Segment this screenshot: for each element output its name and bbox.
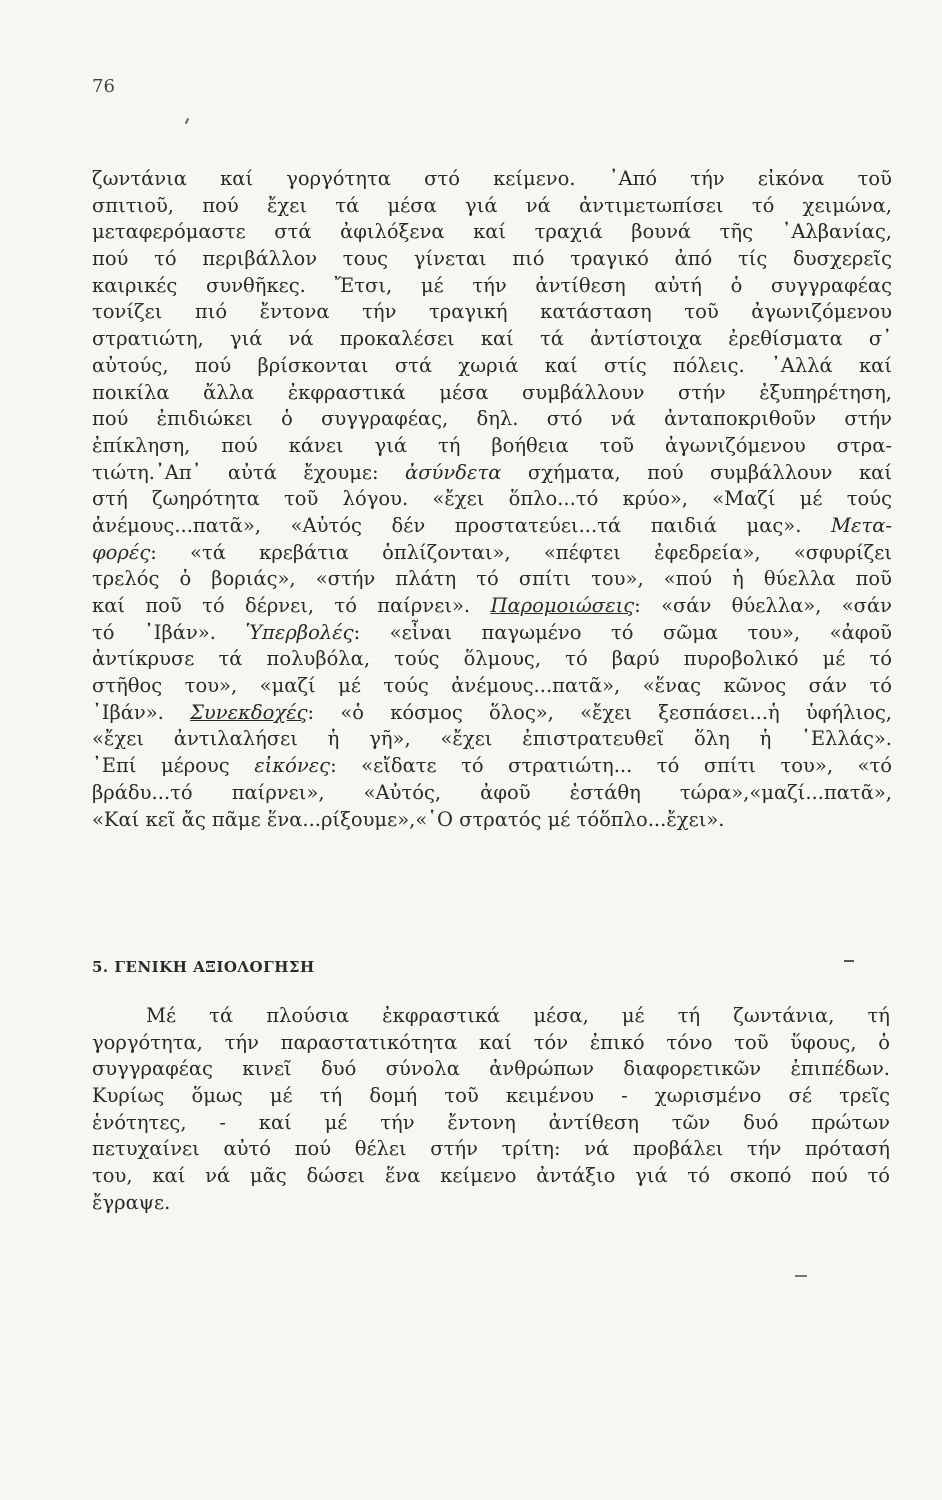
stray-mark xyxy=(795,1275,807,1277)
text-line: του, καί νά μᾶς δώσει ἕνα κείμενο ἀντάξιο γιά τό σκοπό πού τό xyxy=(92,1164,890,1188)
text-line: στή ζωηρότητα τοῦ λόγου. «ἔχει ὅπλο...τό κρύο», «Μαζί μέ τούς xyxy=(92,487,892,511)
italic-term: ἀσύνδετα xyxy=(405,460,502,484)
text-line: ἀντίκρυσε τά πολυβόλα, τούς ὅλμους, τό βαρύ πυροβολικό μέ τό xyxy=(92,647,892,671)
section-heading: 5. ΓΕΝΙΚΗ ΑΞΙΟΛΟΓΗΣΗ xyxy=(92,958,315,976)
text-line: ἑνότητες, - καί μέ τήν ἔντονη ἀντίθεση τῶν δυό πρώτων xyxy=(92,1110,890,1134)
text-line: μεταφερόμαστε στά ἀφιλόξενα καί τραχιά βουνά τῆς ᾿Αλβανίας, xyxy=(92,220,892,244)
text-line: ᾿Επί μέρους εἰκόνες: «εἴδατε τό στρατιώτη... τό σπίτι του», «τό xyxy=(92,754,892,778)
italic-term: Ὑπερβολές xyxy=(245,620,354,644)
page-number: 76 xyxy=(92,76,115,97)
italic-term: Μετα- xyxy=(831,513,892,537)
text-line: συγγραφέας κινεῖ δυό σύνολα ἀνθρώπων διαφορετικῶν ἐπιπέδων. xyxy=(92,1057,890,1081)
text-line: στῆθος του», «μαζί μέ τούς ἀνέμους...πατᾶ», «ἕνας κῶνος σάν τό xyxy=(92,674,892,698)
text-line: ζωντάνια καί γοργότητα στό κείμενο. ᾿Από τήν εἰκόνα τοῦ xyxy=(92,167,892,190)
italic-term: εἰκόνες xyxy=(254,754,331,778)
text-line: βράδυ...τό παίρνει», «Αὐτός, ἀφοῦ ἐστάθη τώρα»,«μαζί...πατᾶ», xyxy=(92,780,892,804)
italic-term: φορές xyxy=(92,540,151,564)
text-line: ἀνέμους...πατᾶ», «Αὐτός δέν προστατεύει...τά παιδιά μας». Μετα- xyxy=(92,513,892,537)
stray-mark xyxy=(844,960,854,962)
text-line: τονίζει πιό ἔντονα τήν τραγική κατάσταση τοῦ ἀγωνιζόμενου xyxy=(92,300,892,324)
italic-term: Παρομοιώσεις xyxy=(490,594,635,617)
section-paragraph xyxy=(92,1003,890,1217)
text-line: καιρικές συνθῆκες. Ἔτσι, μέ τήν ἀντίθεση αὐτή ὁ συγγραφέας xyxy=(92,273,892,297)
body-text xyxy=(92,166,892,833)
text-line: στρατιώτη, γιά νά προκαλέσει καί τά ἀντίστοιχα ἐρεθίσματα σ᾿ xyxy=(92,327,892,351)
text-line: πού τό περιβάλλον τους γίνεται πιό τραγικό ἀπό τίς δυσχερεῖς xyxy=(92,247,892,271)
text-line: «ἔχει ἀντιλαλήσει ἡ γῆ», «ἔχει ἐπιστρατευθεῖ ὅλη ἡ ῾Ελλάς». xyxy=(92,727,892,751)
text-line: Μέ τά πλούσια ἐκφραστικά μέσα, μέ τή ζωντάνια, τή xyxy=(146,1004,890,1027)
text-line: ᾿Ιβάν». Συνεκδοχές: «ὁ κόσμος ὅλος», «ἔχει ξεσπάσει...ἡ ὑφήλιος, xyxy=(92,700,892,724)
text-line: «Καί κεῖ ἄς πᾶμε ἕνα...ρίξουμε»,«῾Ο στρατός μέ τόὅπλο...ἔχει». xyxy=(92,807,725,831)
text-line: σπιτιοῦ, πού ἔχει τά μέσα γιά νά ἀντιμετωπίσει τό χειμώνα, xyxy=(92,193,892,217)
text-line: πού ἐπιδιώκει ὁ συγγραφέας, δηλ. στό νά ἀνταποκριθοῦν στήν xyxy=(92,407,892,431)
text-line: τό ᾿Ιβάν». Ὑπερβολές: «εἶναι παγωμένο τό σῶμα του», «ἀφοῦ xyxy=(92,620,892,644)
text-line: γοργότητα, τήν παραστατικότητα καί τόν ἐπικό τόνο τοῦ ὕφους, ὁ xyxy=(92,1030,890,1054)
text-line: τιώτη.᾿Απ᾿ αὐτά ἔχουμε: ἀσύνδετα σχήματα, πού συμβάλλουν καί xyxy=(92,460,892,484)
text-line: ποικίλα ἄλλα ἐκφραστικά μέσα συμβάλλουν στήν ἐξυπηρέτηση, xyxy=(92,380,892,404)
italic-term: Συνεκδοχές xyxy=(190,700,308,724)
stray-mark xyxy=(185,118,189,124)
text-line: ἐπίκληση, πού κάνει γιά τή βοήθεια τοῦ ἀγωνιζόμενου στρα- xyxy=(92,433,892,457)
text-line: ἔγραψε. xyxy=(92,1190,171,1214)
text-line: πετυχαίνει αὐτό πού θέλει στήν τρίτη: νά προβάλει τήν πρότασή xyxy=(92,1137,890,1161)
text-line: Κυρίως ὅμως μέ τή δομή τοῦ κειμένου - χωρισμένο σέ τρεῖς xyxy=(92,1084,890,1108)
text-line: φορές: «τά κρεβάτια ὁπλίζονται», «πέφτει ἐφεδρεία», «σφυρίζει xyxy=(92,540,892,564)
text-line: τρελός ὁ βοριάς», «στήν πλάτη τό σπίτι του», «πού ἡ θύελλα ποῦ xyxy=(92,567,892,591)
text-line: καί ποῦ τό δέρνει, τό παίρνει». Παρομοιώσεις: «σάν θύελλα», «σάν xyxy=(92,594,892,617)
text-line: αὐτούς, πού βρίσκονται στά χωριά καί στίς πόλεις. ᾿Αλλά καί xyxy=(92,353,892,377)
